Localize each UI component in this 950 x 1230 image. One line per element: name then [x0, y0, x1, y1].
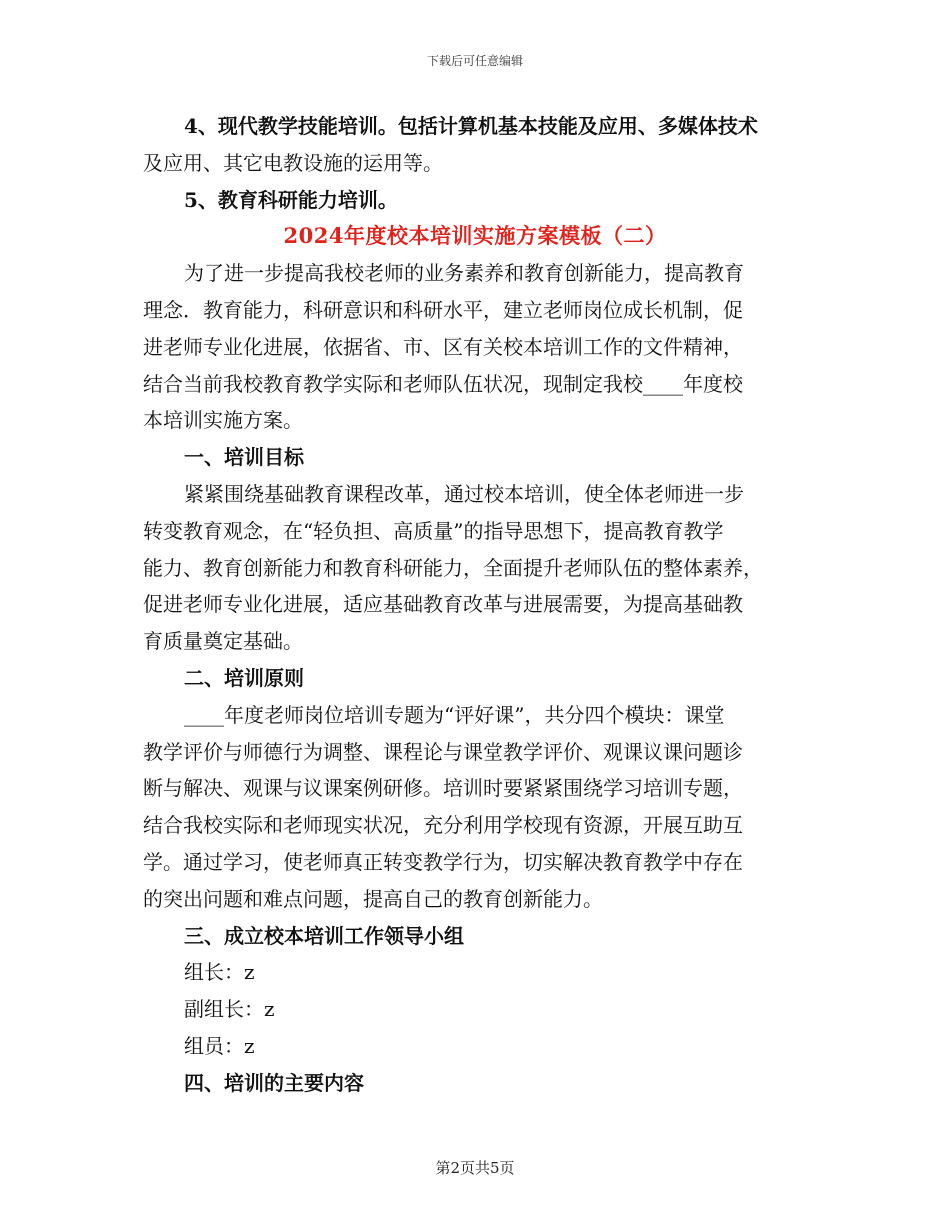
paragraph-line: ____年度老师岗位培训专题为“评好课”，共分四个模块：课堂 — [184, 702, 725, 727]
paragraph-line: 紧紧围绕基础教育课程改革，通过校本培训，使全体老师进一步 — [184, 481, 744, 506]
paragraph-line: 断与解决、观课与议课案例研修。培训时要紧紧围绕学习培训专题， — [143, 776, 743, 801]
paragraph-line: 学。通过学习，使老师真正转变教学行为，切实解决教育教学中存在 — [143, 849, 743, 874]
list-item-5: 5、教育科研能力培训。 — [184, 187, 398, 212]
heading-leadership-group: 三、成立校本培训工作领导小组 — [184, 923, 464, 948]
list-item-4: 4、现代教学技能培训。包括计算机基本技能及应用、多媒体技术 — [184, 114, 758, 138]
paragraph-line: 结合当前我校教育教学实际和老师队伍状况，现制定我校____年度校 — [143, 371, 743, 396]
heading-training-goal: 一、培训目标 — [184, 445, 304, 470]
deputy-group-leader: 副组长：z — [184, 997, 275, 1022]
section-title: 2024年度校本培训实施方案模板（二） — [283, 223, 667, 249]
paragraph-line: 理念．教育能力，科研意识和科研水平，建立老师岗位成长机制，促 — [143, 297, 743, 322]
paragraph-line: 及应用、其它电教设施的运用等。 — [143, 150, 443, 175]
paragraph-line: 教学评价与师德行为调整、课程论与课堂教学评价、观课议课问题诊 — [143, 739, 743, 764]
group-leader: 组长：z — [184, 960, 255, 985]
document-body — [143, 108, 807, 1102]
paragraph-line: 促进老师专业化进展，适应基础教育改革与进展需要，为提高基础教 — [143, 592, 743, 617]
paragraph-line: 本培训实施方案。 — [143, 408, 303, 433]
paragraph-line: 为了进一步提高我校老师的业务素养和教育创新能力，提高教育 — [184, 261, 744, 286]
paragraph-line: 的突出问题和难点问题，提高自己的教育创新能力。 — [143, 886, 603, 911]
paragraph-line: 能力、教育创新能力和教育科研能力，全面提升老师队伍的整体素养， — [143, 555, 763, 580]
header-note: 下载后可任意编辑 — [426, 54, 523, 68]
group-members: 组员：z — [184, 1033, 255, 1058]
paragraph-line: 育质量奠定基础。 — [143, 629, 303, 654]
heading-training-principle: 二、培训原则 — [184, 665, 304, 690]
paragraph-line: 进老师专业化进展，依据省、市、区有关校本培训工作的文件精神， — [143, 334, 743, 359]
page-number: 第2页共5页 — [435, 1159, 515, 1177]
heading-main-content: 四、培训的主要内容 — [184, 1070, 364, 1095]
paragraph-line: 转变教育观念，在“轻负担、高质量”的指导思想下，提高教育教学 — [143, 518, 724, 543]
paragraph-line: 结合我校实际和老师现实状况，充分利用学校现有资源，开展互助互 — [143, 813, 743, 838]
